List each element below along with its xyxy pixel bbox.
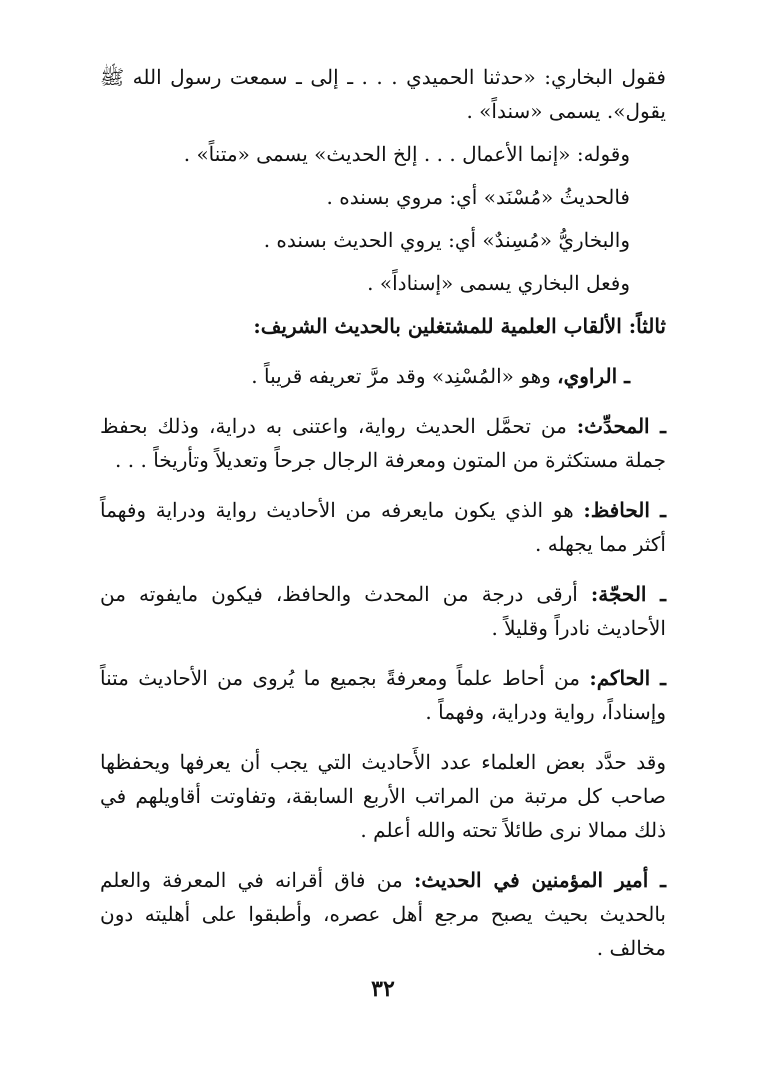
page-body <box>100 60 666 965</box>
section-heading: ثالثاً: الألقاب العلمية للمشتغلين بالحديث الشريف: <box>253 314 666 338</box>
paragraph-ulama-counts: وقد حدَّد بعض العلماء عدد الأَحاديث التي يجب أن يعرفها ويحفظها صاحب كل مرتبة من المراتب الأربع السابقة، وتفاوتت أقاويلهم في ذلك ممالا نرى طائلاً تحته والله أعلم . <box>100 750 666 842</box>
text-rawi: وهو «المُسْنِد» وقد مرَّ تعريفه قريباً . <box>251 364 551 388</box>
paragraph-sanad: فقول البخاري: «حدثنا الحميدي . . . ـ إلى ـ سمعت رسول الله ﷺ يقول». يسمى «سنداً» . <box>100 65 666 123</box>
definition-hakim <box>100 661 666 729</box>
text-muhaddith: من تحمَّل الحديث رواية، واعتنى به دراية، وذلك بحفظ جملة مستكثرة من المتون ومعرفة الرجال جرحاً وتعديلاً وتأريخاً . . . <box>100 414 666 472</box>
term-hujjah: ـ الحجّة: <box>590 582 666 606</box>
term-hakim: ـ الحاكم: <box>589 666 666 690</box>
term-rawi: ـ الراوي، <box>557 364 630 388</box>
paragraph-musnid-bukhari: والبخاريُّ «مُسِندٌ» أي: يروي الحديث بسنده . <box>263 228 630 252</box>
term-hafiz: ـ الحافظ: <box>583 498 667 522</box>
definition-muhaddith <box>100 409 666 477</box>
definition-amir <box>100 863 666 965</box>
text-amir: من فاق أقرانه في المعرفة والعلم بالحديث بحيث يصبح مرجع أهل عصره، وأطبقوا على أهليته دون مخالف . <box>100 868 666 960</box>
text-hujjah: أرقى درجة من المحدث والحافظ، فيكون مايفوته من الأحاديث نادراً وقليلاً . <box>100 582 666 640</box>
definition-hafiz <box>100 493 666 561</box>
term-muhaddith: ـ المحدِّث: <box>576 414 667 438</box>
paragraph-matn: وقوله: «إنما الأعمال . . . إلخ الحديث» يسمى «متناً» . <box>183 142 630 166</box>
paragraph-musnad-hadith: فالحديثُ «مُسْنَد» أي: مروي بسنده . <box>326 185 630 209</box>
term-amir: ـ أمير المؤمنين في الحديث: <box>413 868 666 892</box>
page-number: ٣٢ <box>371 976 395 1002</box>
text-hakim: من أحاط علماً ومعرفةً بجميع ما يُروى من الأحاديث متناً وإسناداً، رواية ودراية، وفهماً . <box>100 666 666 724</box>
definition-hujjah <box>100 577 666 645</box>
paragraph-isnad: وفعل البخاري يسمى «إسناداً» . <box>367 271 630 295</box>
text-hafiz: هو الذي يكون مايعرفه من الأحاديث رواية ودراية وفهماً أكثر مما يجهله . <box>100 498 666 556</box>
definition-rawi <box>100 359 666 393</box>
